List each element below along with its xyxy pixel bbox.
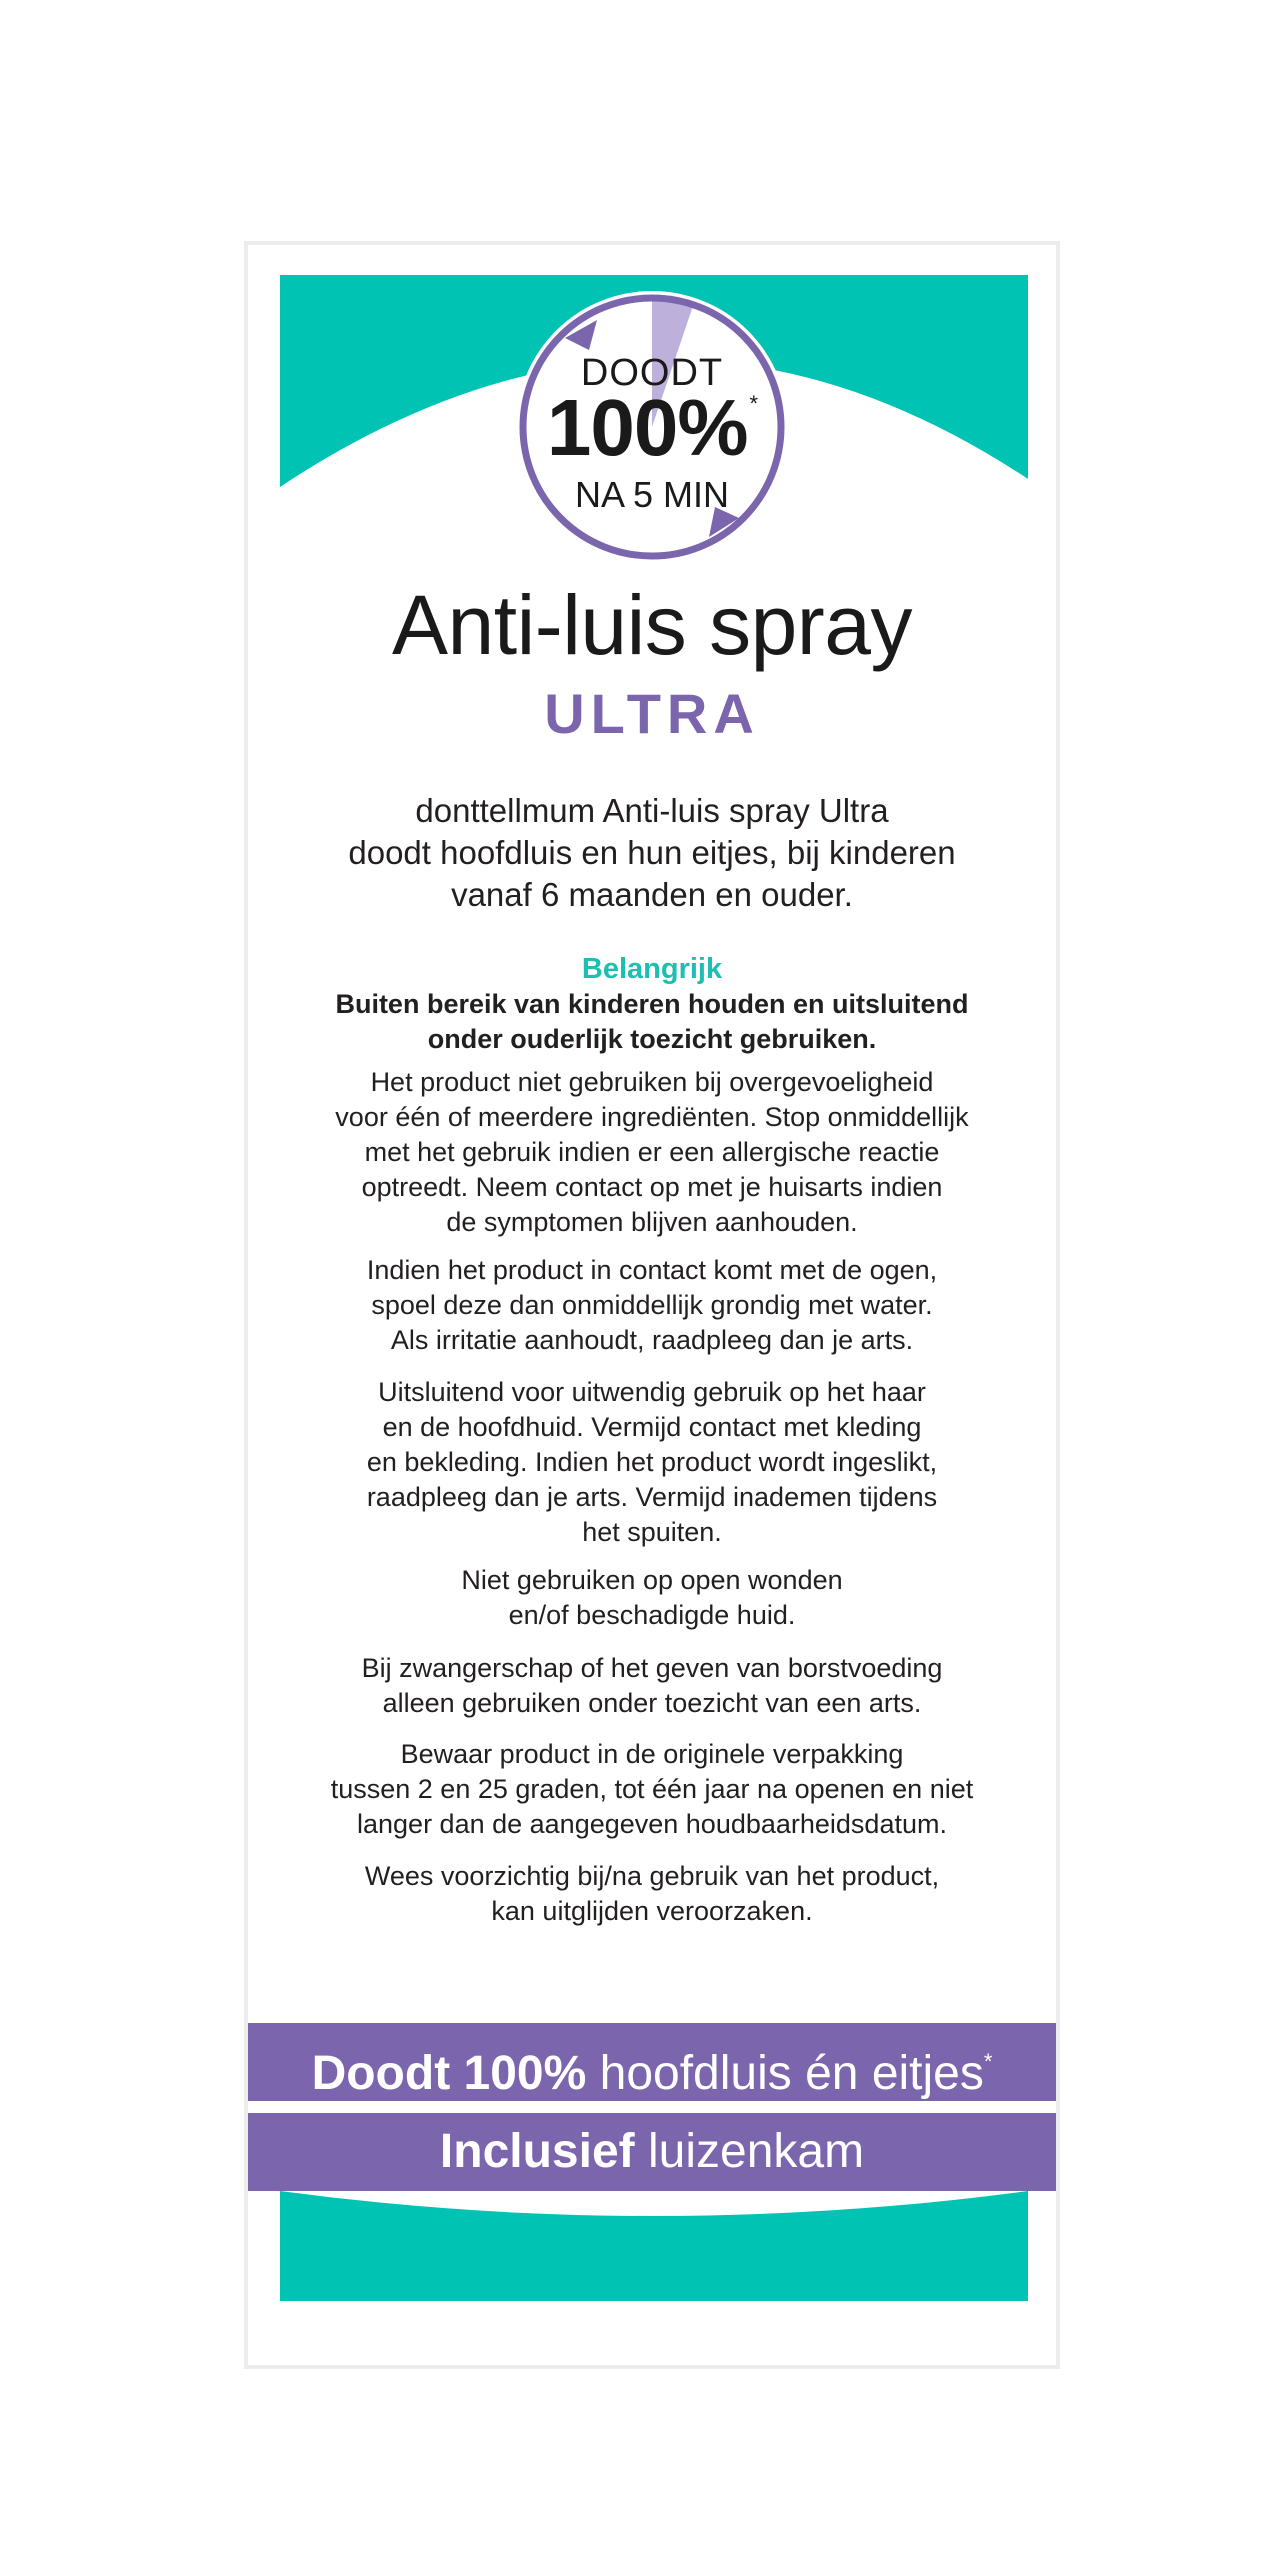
badge-percentage — [513, 383, 791, 472]
paragraph-eye-contact — [268, 1253, 1036, 1358]
paragraph-hypersensitivity — [268, 1065, 1036, 1240]
intro-line: doodt hoofdluis en hun eitjes, bij kinderen — [348, 834, 956, 871]
paragraph-line: optreedt. Neem contact op met je huisarts indien — [361, 1172, 943, 1202]
paragraph-line: Indien het product in contact komt met de ogen, — [366, 1255, 938, 1285]
paragraph-line: met het gebruik indien er een allergische reactie — [364, 1137, 940, 1167]
bottom-teal-shape — [280, 2191, 1028, 2301]
badge-doodt: DOODT — [580, 352, 724, 394]
paragraph-line: voor één of meerdere ingrediënten. Stop onmiddellijk — [335, 1102, 969, 1132]
paragraph-external-use — [268, 1375, 1036, 1550]
warning-line: Buiten bereik van kinderen houden en uitsluitend — [335, 989, 969, 1019]
product-subtitle: ULTRA — [544, 682, 760, 745]
warning-line: onder ouderlijk toezicht gebruiken. — [427, 1024, 877, 1054]
paragraph-line: en de hoofdhuid. Vermijd contact met kleding — [382, 1412, 922, 1442]
kill-rate-badge — [513, 288, 791, 566]
important-heading: Belangrijk — [581, 953, 723, 985]
paragraph-line: het spuiten. — [582, 1517, 722, 1547]
paragraph-line: de symptomen blijven aanhouden. — [446, 1207, 858, 1237]
paragraph-line: langer dan de aangegeven houdbaarheidsdatum. — [357, 1809, 947, 1839]
paragraph-line: spoel deze dan onmiddellijk grondig met water. — [371, 1290, 933, 1320]
paragraph-line: Uitsluitend voor uitwendig gebruik op het haar — [378, 1377, 926, 1407]
intro-line: donttellmum Anti-luis spray Ultra — [415, 792, 889, 829]
paragraph-line: kan uitglijden veroorzaken. — [491, 1896, 813, 1926]
paragraph-line: alleen gebruiken onder toezicht van een arts. — [382, 1688, 922, 1718]
intro-line: vanaf 6 maanden en ouder. — [451, 876, 853, 913]
bottom-teal-band — [280, 2191, 1028, 2301]
important-warning — [268, 987, 1036, 1057]
comb-included-banner — [248, 2113, 1056, 2191]
paragraph-line: raadpleeg dan je arts. Vermijd inademen tijdens — [366, 1482, 938, 1512]
paragraph-line: en/of beschadigde huid. — [508, 1600, 796, 1630]
paragraph-line: tussen 2 en 25 graden, tot één jaar na openen en niet — [330, 1774, 974, 1804]
paragraph-line: Bij zwangerschap of het geven van borstvoeding — [361, 1653, 943, 1683]
banner-text: luizenkam — [634, 2125, 865, 2178]
paragraph-open-wounds — [268, 1563, 1036, 1633]
banner-text: hoofdluis én eitjes — [586, 2047, 984, 2100]
paragraph-line: en bekleding. Indien het product wordt ingeslikt, — [366, 1447, 938, 1477]
paragraph-line: Bewaar product in de originele verpakking — [400, 1739, 904, 1769]
paragraph-line: Wees voorzichtig bij/na gebruik van het product, — [364, 1861, 940, 1891]
product-title: Anti-luis spray — [391, 578, 912, 672]
paragraph-line: Als irritatie aanhoudt, raadpleeg dan je arts. — [390, 1325, 914, 1355]
badge-asterisk: * — [749, 391, 758, 416]
paragraph-line: Niet gebruiken op open wonden — [461, 1565, 843, 1595]
kill-claim-banner — [248, 2023, 1056, 2101]
banner-bold-text: Doodt 100% — [311, 2047, 587, 2100]
banner-bold-text: Inclusief — [439, 2125, 635, 2178]
badge-percentage-value: 100% — [546, 383, 748, 472]
paragraph-pregnancy — [268, 1651, 1036, 1721]
intro-text — [288, 790, 1016, 916]
badge-text — [513, 288, 791, 566]
paragraph-slip-warning — [268, 1859, 1036, 1929]
product-package-panel — [244, 241, 1060, 2369]
badge-time: NA 5 MIN — [574, 474, 730, 515]
paragraph-line: Het product niet gebruiken bij overgevoeligheid — [370, 1067, 934, 1097]
paragraph-storage — [268, 1737, 1036, 1842]
banner-asterisk: * — [983, 2049, 993, 2074]
